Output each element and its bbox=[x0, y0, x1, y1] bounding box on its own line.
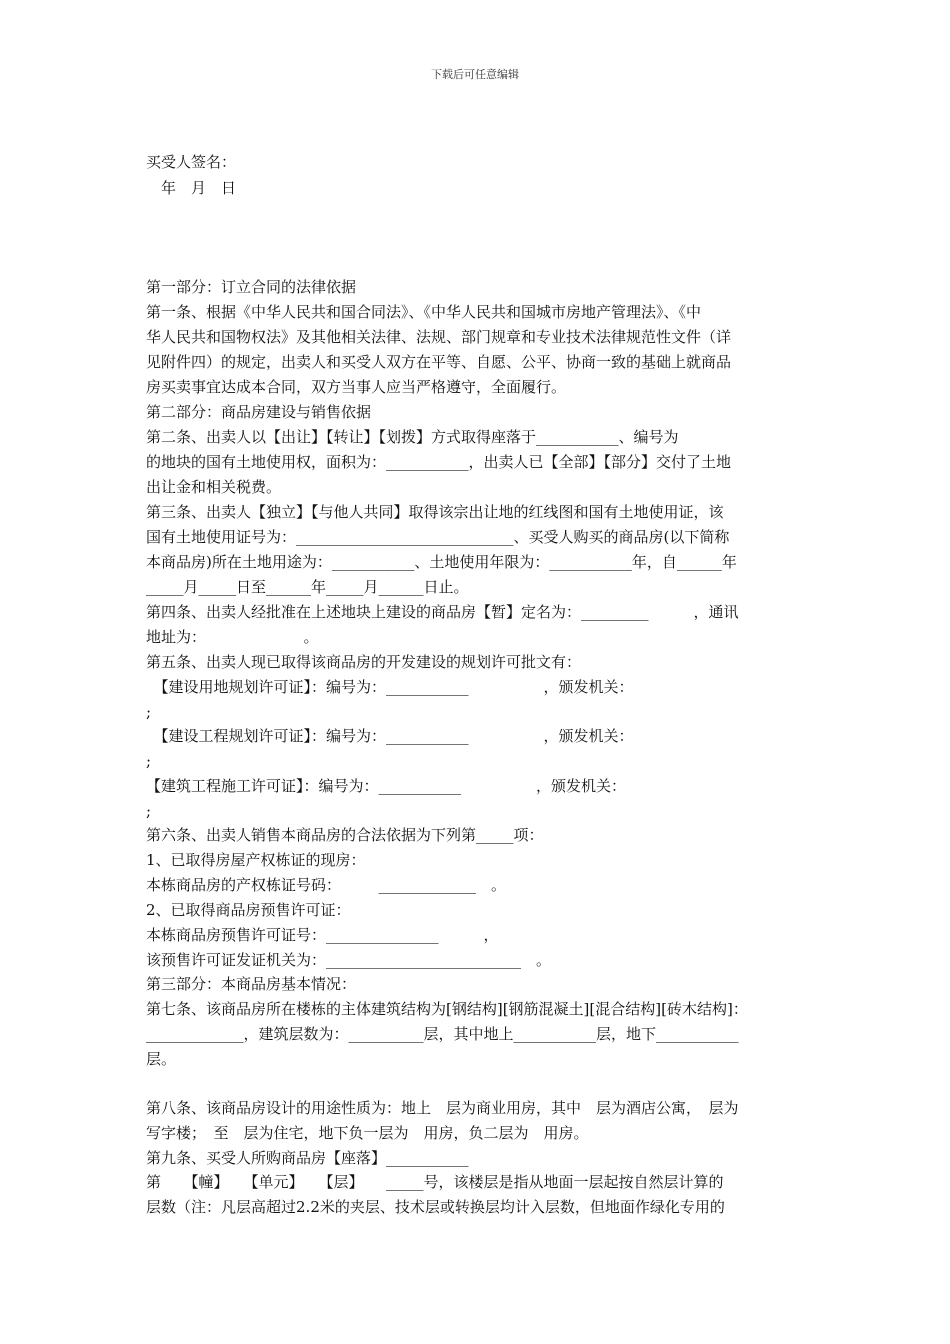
article-7-line-2: _____________，建筑层数为：__________层，其中地上___________层，地下___________ bbox=[146, 1025, 739, 1043]
permit-land-planning-end: ; bbox=[146, 703, 152, 721]
article-3-line-1: 第三条、出卖人【独立】【与他人共同】取得该宗出让地的红线图和国有土地使用证，该 bbox=[146, 503, 724, 521]
article-3-line-4: _____月_____日至______年_____月______日止。 bbox=[146, 578, 469, 596]
page-header: 下载后可任意编辑 bbox=[431, 68, 519, 81]
article-7-line-1: 第七条、该商品房所在楼栋的主体建筑结构为[钢结构][钢筋混凝土][混合结构][砖木结构]： bbox=[146, 1000, 748, 1018]
article-1-line-2: 华人民共和国物权法》及其他相关法律、法规、部门规章和专业技术法律规范性文件（详 bbox=[146, 328, 732, 346]
article-4-line-1: 第四条、出卖人经批准在上述地块上建设的商品房【暂】定名为：_________ ，通讯 bbox=[146, 603, 739, 621]
article-4-line-2: 地址为： 。 bbox=[146, 628, 319, 646]
article-3-line-3: 本商品房)所在土地用途为：___________、土地使用年限为：___________年，自______年 bbox=[146, 553, 737, 571]
section-3-title: 第三部分：本商品房基本情况： bbox=[146, 975, 357, 993]
article-1-line-4: 房买卖事宜达成本合同，双方当事人应当严格遵守，全面履行。 bbox=[146, 378, 567, 396]
article-6-option-1: 1、已取得房屋产权栋证的现房： bbox=[146, 851, 366, 869]
article-6-option-2-detail: 本栋商品房预售许可证号：_______________ ， bbox=[146, 926, 499, 944]
article-2-line-3: 出让金和相关税费。 bbox=[146, 478, 282, 496]
signature-date: 年 月 日 bbox=[161, 179, 237, 197]
permit-construction-planning-end: ; bbox=[146, 752, 152, 770]
section-1-title: 第一部分：订立合同的法律依据 bbox=[146, 278, 357, 296]
article-9-line-3: 层数（注：凡层高超过2.2米的夹层、技术层或转换层均计入层数，但地面作绿化专用的 bbox=[146, 1198, 725, 1216]
article-6-option-1-detail: 本栋商品房的产权栋证号码： _____________ 。 bbox=[146, 876, 507, 894]
article-7-line-3: 层。 bbox=[146, 1050, 177, 1068]
article-6-title: 第六条、出卖人销售本商品房的合法依据为下列第_____项： bbox=[146, 826, 544, 844]
permit-construction-work-end: ; bbox=[146, 802, 152, 820]
article-5-title: 第五条、出卖人现已取得该商品房的开发建设的规划许可批文有： bbox=[146, 653, 582, 671]
permit-land-planning: 【建设用地规划许可证】：编号为：___________ ，颁发机关： bbox=[146, 678, 634, 696]
article-1-line-1: 第一条、根据《中华人民共和国合同法》、《中华人民共和国城市房地产管理法》、《中 bbox=[146, 303, 702, 321]
article-8-line-1: 第八条、该商品房设计的用途性质为：地上 层为商业用房，其中 层为酒店公寓， 层为 bbox=[146, 1099, 739, 1117]
article-6-option-2-authority: 该预售许可证发证机关为：__________________________ 。 bbox=[146, 951, 552, 969]
article-2-line-2: 的地块的国有土地使用权，面积为：___________，出卖人已【全部】【部分】交付了土地 bbox=[146, 453, 732, 471]
permit-construction-work: 【建筑工程施工许可证】：编号为：___________ ，颁发机关： bbox=[146, 777, 627, 795]
article-1-line-3: 见附件四）的规定，出卖人和买受人双方在平等、自愿、公平、协商一致的基础上就商品 bbox=[146, 353, 732, 371]
article-8-line-2: 写字楼； 至 层为住宅，地下负一层为 用房，负二层为 用房。 bbox=[146, 1124, 589, 1142]
article-2-line-1: 第二条、出卖人以【出让】【转让】【划拨】方式取得座落于___________、编号为 bbox=[146, 428, 679, 446]
article-6-option-2: 2、已取得商品房预售许可证： bbox=[146, 901, 351, 919]
article-9-line-1: 第九条、买受人所购商品房【座落】___________ bbox=[146, 1149, 469, 1167]
article-9-line-2: 第 【幢】 【单元】 【层】 _____号，该楼层是指从地面一层起按自然层计算的 bbox=[146, 1173, 724, 1191]
article-3-line-2: 国有土地使用证号为：_____________________________、买受人购买的商品房(以下简称 bbox=[146, 528, 730, 546]
signature-label: 买受人签名： bbox=[146, 153, 237, 171]
section-2-title: 第二部分：商品房建设与销售依据 bbox=[146, 403, 372, 421]
permit-construction-planning: 【建设工程规划许可证】：编号为：___________ ，颁发机关： bbox=[146, 727, 634, 745]
